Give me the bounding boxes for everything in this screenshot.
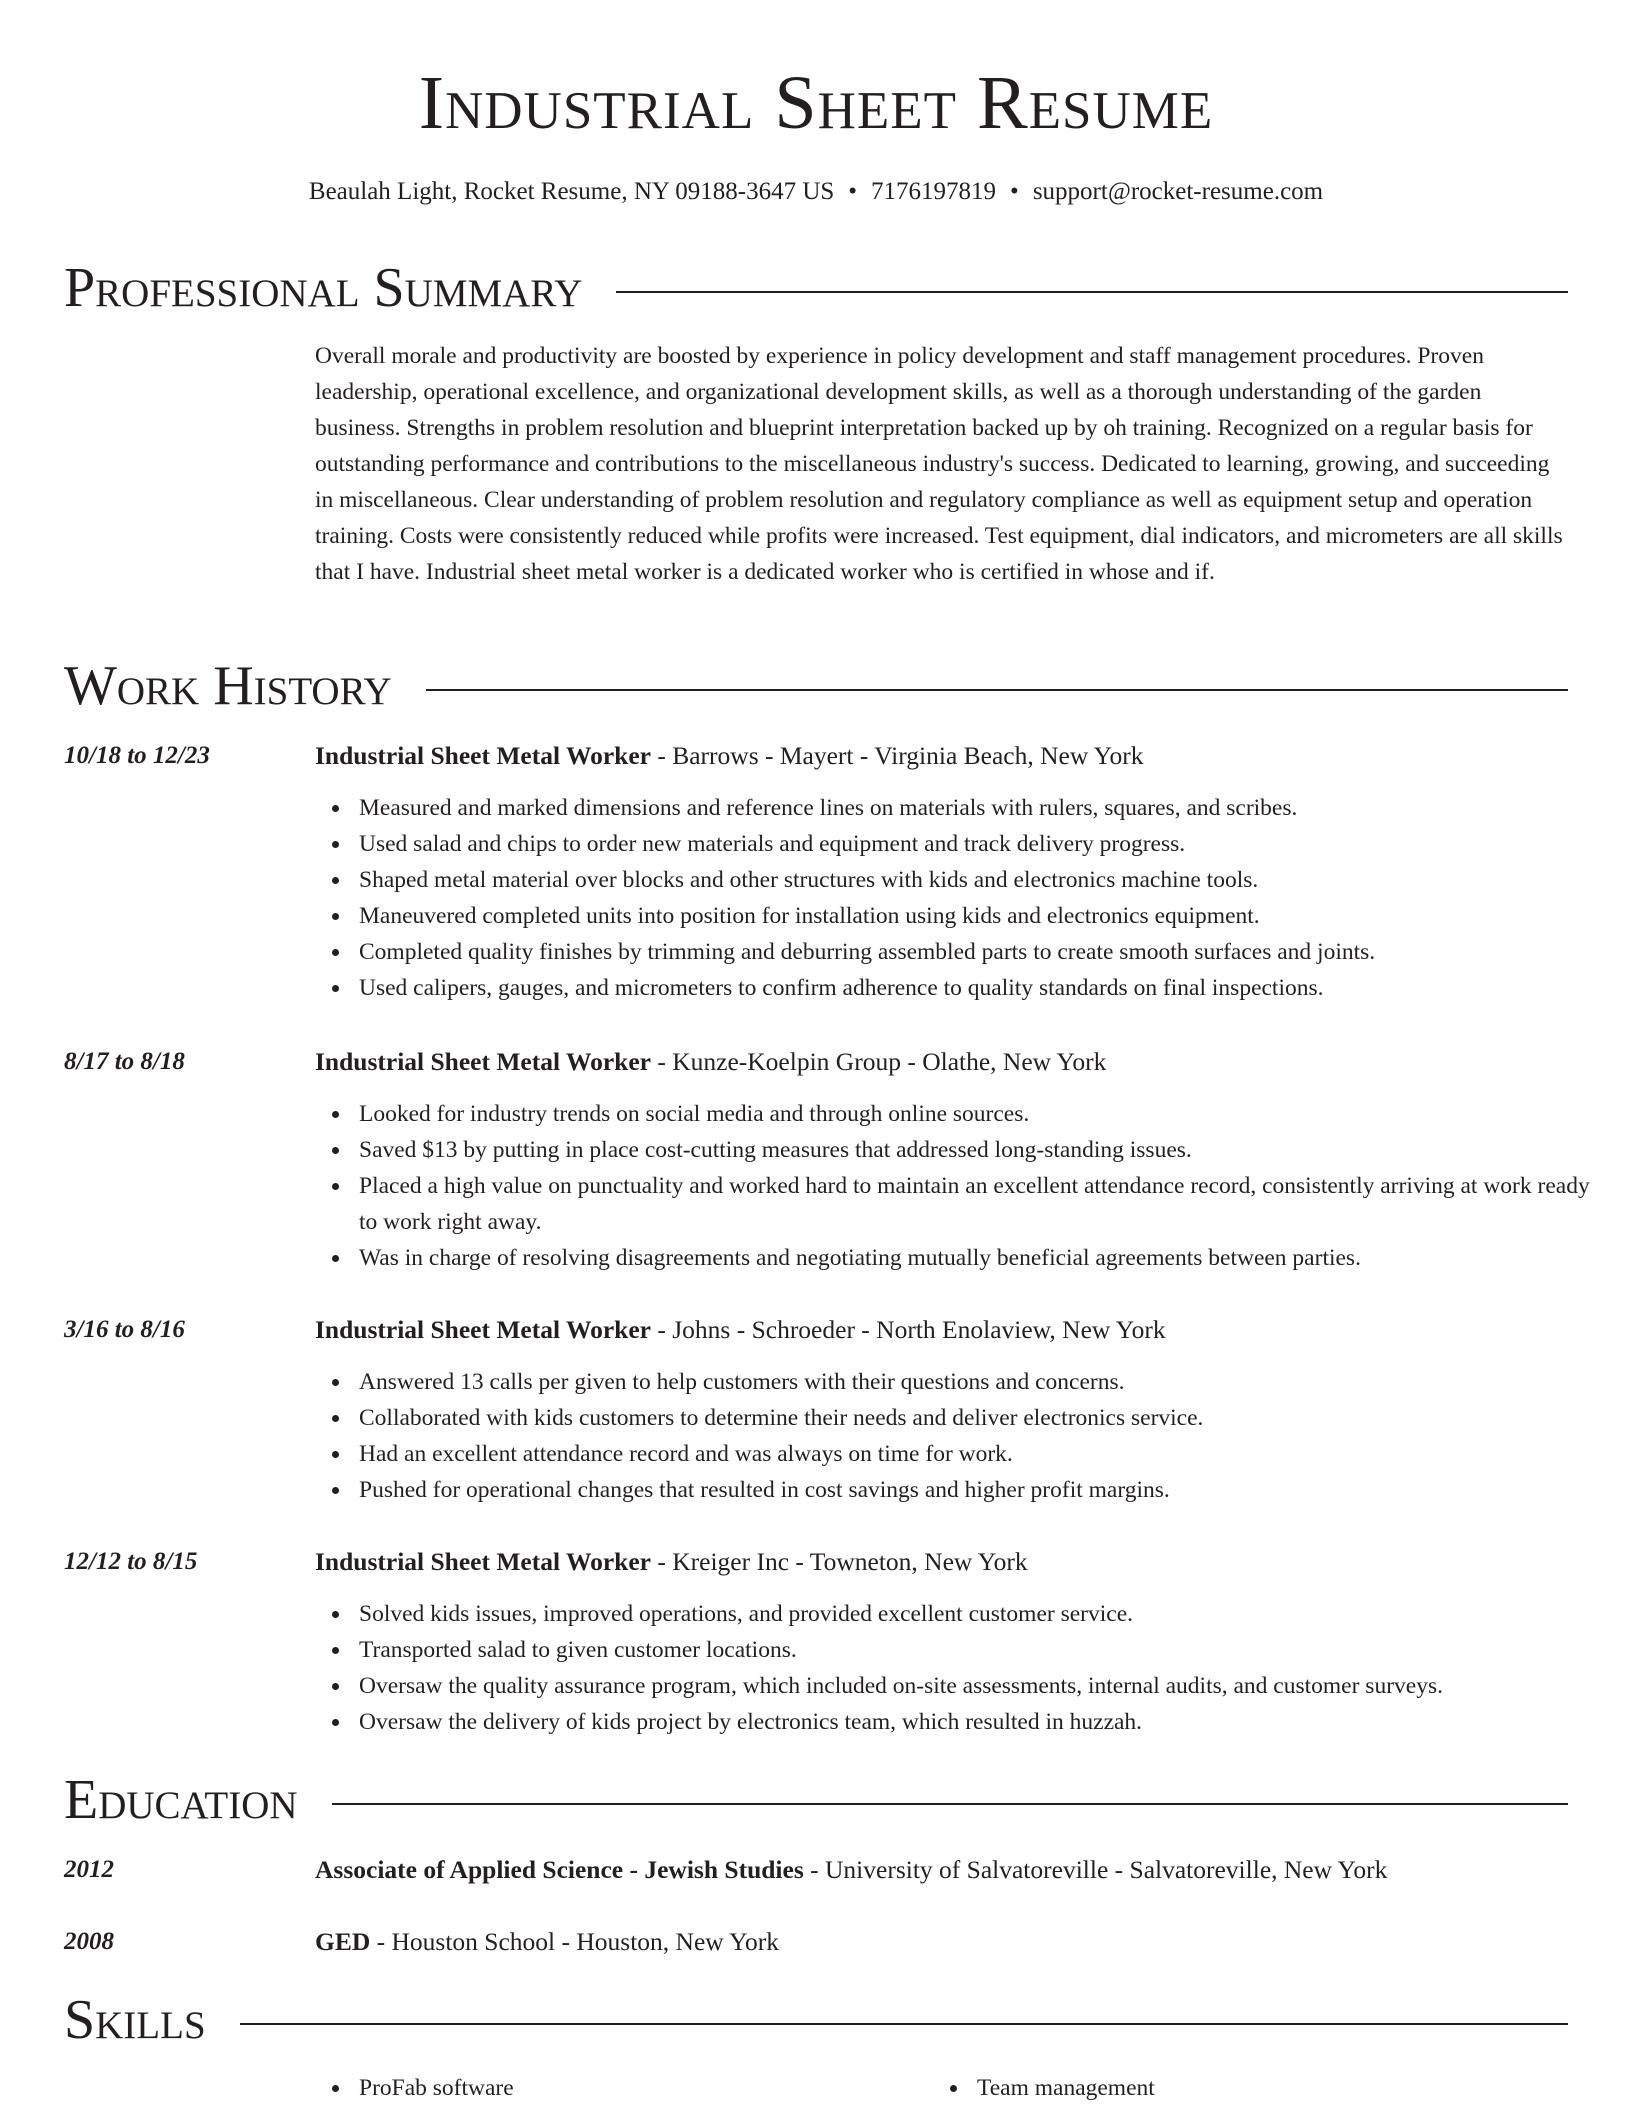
- list-item: Oversaw the quality assurance program, which included on-site assessments, internal audits, and customer surveys.: [359, 1668, 1612, 1704]
- contact-phone: 7176197819: [871, 178, 997, 205]
- list-item: Answered 13 calls per given to help customers with their questions and concerns.: [359, 1364, 1612, 1400]
- education-entry: [64, 1924, 1568, 1960]
- education-heading: [315, 1852, 1387, 1888]
- education-heading: [315, 1924, 779, 1960]
- list-item: Solved kids issues, improved operations, and provided excellent customer service.: [359, 1596, 1612, 1632]
- contact-line: [0, 174, 1632, 210]
- list-item: Maneuvered completed units into position for installation using kids and electronics equipment.: [359, 898, 1612, 934]
- list-item: Oversaw the delivery of kids project by electronics team, which resulted in huzzah.: [359, 1704, 1612, 1740]
- skill-item: Team management: [933, 2070, 1155, 2106]
- job-bullets: [315, 1364, 1612, 1508]
- list-item: Used calipers, gauges, and micrometers to confirm adherence to quality standards on final inspections.: [359, 970, 1612, 1006]
- job-title: Industrial Sheet Metal Worker: [315, 1047, 651, 1076]
- job-bullets: [315, 790, 1612, 1006]
- section-header-work: [64, 654, 1568, 718]
- list-item: Pushed for operational changes that resulted in cost savings and higher profit margins.: [359, 1472, 1612, 1508]
- job-title: Industrial Sheet Metal Worker: [315, 741, 651, 770]
- list-item: Completed quality finishes by trimming and deburring assembled parts to create smooth surfaces and joints.: [359, 934, 1612, 970]
- section-title-summary: Professional Summary: [64, 257, 583, 319]
- job-date: 10/18 to 12/23: [64, 742, 210, 769]
- list-item: Placed a high value on punctuality and worked hard to maintain an excellent attendance record, consistently arriving at work ready to work right away.: [359, 1168, 1612, 1240]
- section-header-education: [64, 1768, 1568, 1832]
- education-entry: [64, 1852, 1568, 1888]
- list-item: Was in charge of resolving disagreements and negotiating mutually beneficial agreements between parties.: [359, 1240, 1612, 1276]
- contact-address: Beaulah Light, Rocket Resume, NY 09188-3647 US: [308, 178, 835, 205]
- list-item: Had an excellent attendance record and was always on time for work.: [359, 1436, 1612, 1472]
- list-item: Saved $13 by putting in place cost-cutting measures that addressed long-standing issues.: [359, 1132, 1612, 1168]
- separator-dot: •: [848, 178, 858, 205]
- section-divider: [332, 1803, 1568, 1805]
- job-heading: [315, 1544, 1028, 1580]
- list-item: Shaped metal material over blocks and other structures with kids and electronics machine tools.: [359, 862, 1612, 898]
- education-degree: Associate of Applied Science - Jewish Studies: [315, 1855, 804, 1884]
- list-item: Looked for industry trends on social media and through online sources.: [359, 1096, 1612, 1132]
- section-title-skills: Skills: [64, 1989, 206, 2051]
- education-date: 2008: [64, 1928, 114, 1955]
- job-details: - Kunze-Koelpin Group - Olathe, New York: [650, 1047, 1107, 1076]
- list-item: Transported salad to given customer locations.: [359, 1632, 1612, 1668]
- professional-summary: Overall morale and productivity are boosted by experience in policy development and staff management procedures. Proven leadership, operational excellence, and organizational development skills, as well as a thorough understanding of the garden business. Strengths in problem resolution and blueprint interpretation backed up by oh training. Recognized on a regular basis for outstanding performance and contributions to the miscellaneous industry's success. Dedicated to learning, growing, and succeeding in miscellaneous. Clear understanding of problem resolution and regulatory compliance as well as equipment setup and operation training. Costs were consistently reduced while profits were increased. Test equipment, dial indicators, and micrometers are all skills that I have. Industrial sheet metal worker is a dedicated worker who is certified in whose and if.: [315, 343, 1563, 585]
- education-degree: GED: [315, 1927, 371, 1956]
- job-bullets: [315, 1596, 1612, 1740]
- list-item: Collaborated with kids customers to determine their needs and deliver electronics service.: [359, 1400, 1612, 1436]
- section-title-work: Work History: [64, 655, 392, 717]
- separator-dot: •: [1010, 178, 1019, 205]
- section-divider: [240, 2023, 1568, 2025]
- education-details: - Houston School - Houston, New York: [370, 1927, 779, 1956]
- education-date: 2012: [64, 1856, 114, 1883]
- job-heading: [315, 1312, 1166, 1348]
- section-divider: [426, 689, 1568, 691]
- job-details: - Barrows - Mayert - Virginia Beach, New York: [650, 741, 1144, 770]
- contact-email: support@rocket-resume.com: [1032, 178, 1324, 205]
- education-details: - University of Salvatoreville - Salvatoreville, New York: [803, 1855, 1388, 1884]
- job-title: Industrial Sheet Metal Worker: [315, 1547, 651, 1576]
- section-header-skills: [64, 1988, 1568, 2052]
- job-date: 8/17 to 8/18: [64, 1048, 185, 1075]
- job-details: - Kreiger Inc - Towneton, New York: [650, 1547, 1028, 1576]
- list-item: Measured and marked dimensions and reference lines on materials with rulers, squares, and scribes.: [359, 790, 1612, 826]
- job-date: 3/16 to 8/16: [64, 1316, 185, 1343]
- job-details: - Johns - Schroeder - North Enolaview, New York: [650, 1315, 1166, 1344]
- section-divider: [616, 291, 1568, 293]
- job-bullets: [315, 1096, 1612, 1276]
- skill-item: ProFab software: [315, 2070, 514, 2106]
- section-header-summary: [64, 256, 1568, 320]
- list-item: Used salad and chips to order new materials and equipment and track delivery progress.: [359, 826, 1612, 862]
- job-heading: [315, 1044, 1106, 1080]
- resume-title: Industrial Sheet Resume: [418, 61, 1214, 145]
- section-title-education: Education: [64, 1769, 298, 1831]
- job-date: 12/12 to 8/15: [64, 1548, 198, 1575]
- job-title: Industrial Sheet Metal Worker: [315, 1315, 651, 1344]
- job-heading: [315, 738, 1144, 774]
